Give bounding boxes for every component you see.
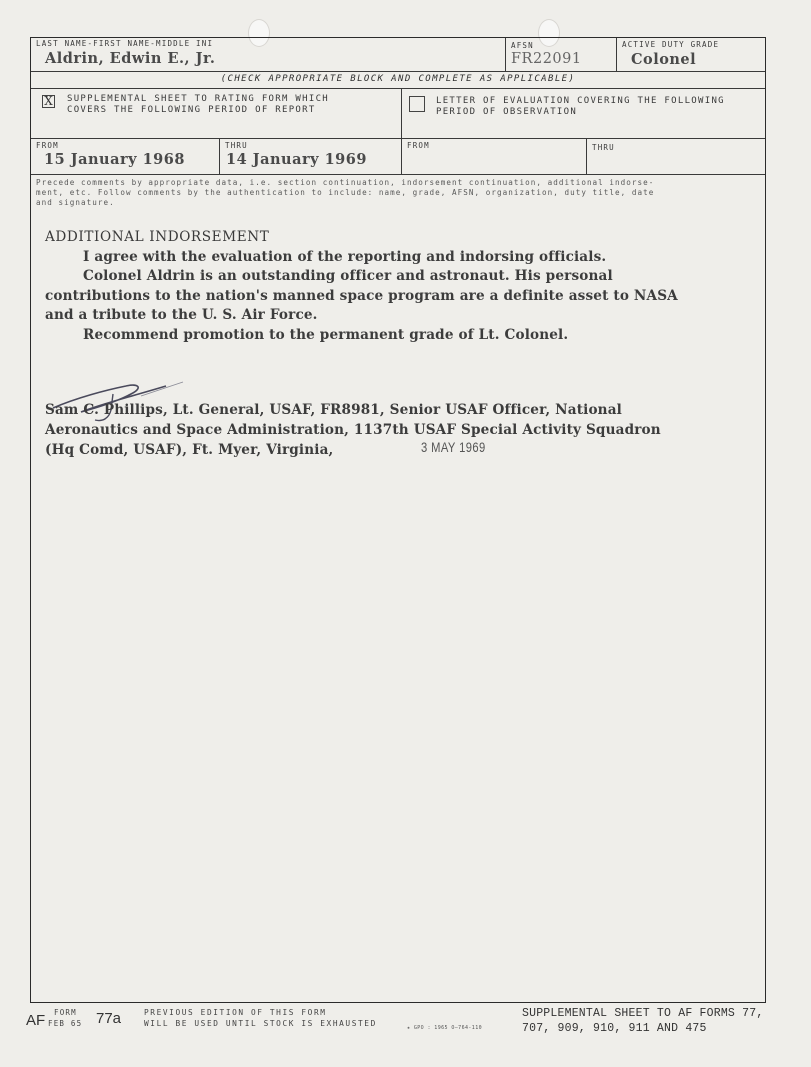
period2-from-label: FROM [407, 141, 430, 150]
gpo-print-code: ★ GPO : 1965 O—764-110 [407, 1025, 483, 1031]
afsn-label: AFSN [511, 41, 534, 50]
option-text-line: SUPPLEMENTAL SHEET TO RATING FORM WHICH [67, 94, 330, 104]
comment-paragraph-continued: contributions to the nation's manned space program are a definite asset to NASA [45, 287, 678, 304]
divider [31, 88, 765, 89]
authentication-line: (Hq Comd, USAF), Ft. Myer, Virginia, [45, 442, 334, 458]
option-text-line: PERIOD OF OBSERVATION [436, 107, 578, 117]
previous-edition-note [144, 1007, 377, 1029]
period1-thru-value: 14 January 1969 [226, 151, 367, 168]
authentication-line: Sam C. Phillips, Lt. General, USAF, FR8981, Senior USAF Officer, National [45, 402, 622, 418]
period1-from-label: FROM [36, 141, 59, 150]
option-text-line: LETTER OF EVALUATION COVERING THE FOLLOWING [436, 96, 725, 106]
comments-heading: ADDITIONAL INDORSEMENT [45, 229, 270, 245]
period1-thru-label: THRU [225, 141, 248, 150]
name-value: Aldrin, Edwin E., Jr. [45, 50, 216, 67]
option-text-line: COVERS THE FOLLOWING PERIOD OF REPORT [67, 105, 316, 115]
divider [31, 174, 765, 175]
name-label: LAST NAME-FIRST NAME-MIDDLE INI [36, 39, 214, 48]
note-line: WILL BE USED UNTIL STOCK IS EXHAUSTED [144, 1019, 377, 1028]
comment-paragraph: Colonel Aldrin is an outstanding officer and astronaut. His personal [83, 268, 613, 284]
divider [616, 38, 617, 71]
comment-paragraph-continued: and a tribute to the U. S. Air Force. [45, 307, 318, 323]
period1-from-value: 15 January 1968 [44, 151, 185, 168]
comment-paragraph: Recommend promotion to the permanent grade of Lt. Colonel. [83, 326, 569, 343]
divider [505, 38, 506, 71]
divider [31, 138, 765, 139]
instruction-line: and signature. [36, 198, 115, 207]
afsn-value: FR22091 [511, 51, 582, 67]
edition-date: FEB 65 [48, 1019, 83, 1028]
note-line: SUPPLEMENTAL SHEET TO AF FORMS 77, [522, 1007, 764, 1020]
instruction-line: ment, etc. Follow comments by the authentication to include: name, grade, AFSN, organization, duty title, date [36, 188, 655, 197]
letter-of-evaluation-checkbox[interactable] [409, 96, 425, 112]
supplemental-sheet-checkbox[interactable]: X [42, 95, 55, 108]
authentication-line: Aeronautics and Space Administration, 1137th USAF Special Activity Squadron [45, 422, 661, 438]
letter-of-evaluation-label [436, 96, 725, 118]
divider [586, 138, 587, 174]
grade-value: Colonel [631, 51, 697, 68]
date-stamp: 3 MAY 1969 [421, 439, 486, 455]
form-label: FORM [54, 1008, 77, 1017]
form-number: 77a [96, 1010, 122, 1027]
comment-instructions [36, 178, 762, 208]
supplemental-sheet-label [67, 94, 329, 116]
authentication-block [45, 400, 745, 460]
divider [219, 138, 220, 174]
note-line: PREVIOUS EDITION OF THIS FORM [144, 1008, 327, 1017]
supplemental-forms-note [522, 1006, 763, 1036]
instruction-banner: (CHECK APPROPRIATE BLOCK AND COMPLETE AS APPLICABLE) [220, 74, 576, 84]
comments-body [45, 228, 745, 345]
af-label: AF [26, 1012, 46, 1029]
comment-paragraph: I agree with the evaluation of the reporting and indorsing officials. [83, 248, 607, 265]
divider [401, 88, 402, 174]
instruction-line: Precede comments by appropriate data, i.e. section continuation, indorsement continuation, additional indorse- [36, 178, 655, 187]
note-line: 707, 909, 910, 911 AND 475 [522, 1022, 707, 1035]
period2-thru-label: THRU [592, 143, 615, 152]
grade-label: ACTIVE DUTY GRADE [622, 40, 720, 49]
rating-form [30, 37, 766, 1003]
